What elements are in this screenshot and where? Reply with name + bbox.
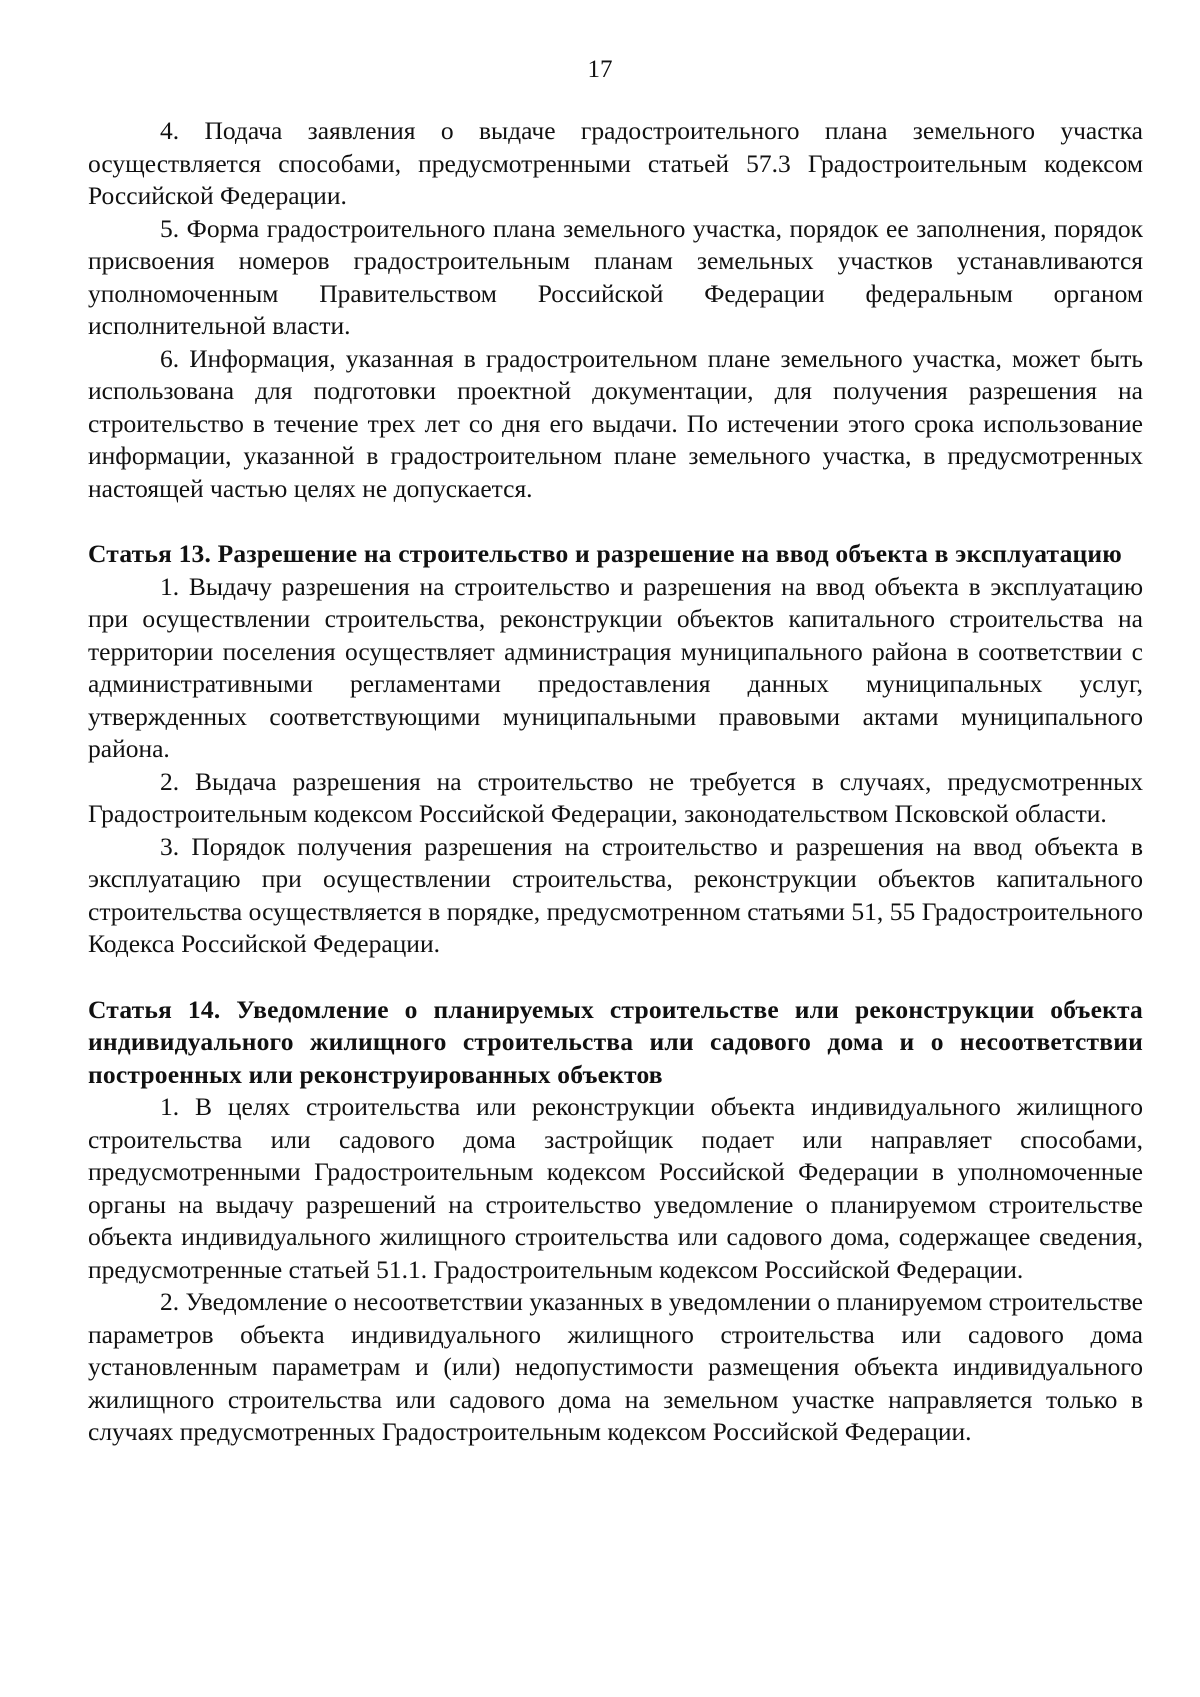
- paragraph: 3. Порядок получения разрешения на строительство и разрешения на ввод объекта в эксплуатацию при осуществлении строительства, реконструкции объектов капитального строительства осуществляется в порядке, предусмотренном статьями 51, 55 Градостроительного Кодекса Российской Федерации.: [88, 831, 1143, 958]
- paragraph: 4. Подача заявления о выдаче градостроительного плана земельного участка осуществляется способами, предусмотренными статьей 57.3 Градостроительным кодексом Российской Федерации.: [88, 116, 1143, 210]
- section-gap: [88, 505, 1143, 538]
- paragraph: 5. Форма градостроительного плана земельного участка, порядок ее заполнения, порядок присвоения номеров градостроительным планам земельных участков устанавливаются уполномоченным Правительством Российской Федерации федеральным органом исполнительной власти.: [88, 213, 1143, 340]
- paragraph: 2. Выдача разрешения на строительство не требуется в случаях, предусмотренных Градостроительным кодексом Российской Федерации, законодательством Псковской области.: [88, 766, 1143, 828]
- document-body: [88, 115, 1143, 1449]
- paragraph: 1. В целях строительства или реконструкции объекта индивидуального жилищного строительства или садового дома застройщик подает или направляет способами, предусмотренными Градостроительным кодексом Российской Федерации в уполномоченные органы на выдачу разрешений на строительство уведомление о планируемом строительстве объекта индивидуального жилищного строительства или садового дома, содержащее сведения, предусмотренные статьей 51.1. Градостроительным кодексом Российской Федерации.: [88, 1092, 1143, 1284]
- paragraph: 2. Уведомление о несоответствии указанных в уведомлении о планируемом строительстве параметров объекта индивидуального жилищного строительства или садового дома установленным параметрам и (или) недопустимости размещения объекта индивидуального жилищного строительства или садового дома на земельном участке направляется только в случаях предусмотренных Градостроительным кодексом Российской Федерации.: [88, 1287, 1143, 1446]
- paragraph: 1. Выдачу разрешения на строительство и разрешения на ввод объекта в эксплуатацию при осуществлении строительства, реконструкции объектов капитального строительства на территории поселения осуществляет администрация муниципального района в соответствии с административными регламентами предоставления данных муниципальных услуг, утвержденных соответствующими муниципальными правовыми актами муниципального района.: [88, 571, 1143, 763]
- article-13-heading: Статья 13. Разрешение на строительство и разрешение на ввод объекта в эксплуатацию: [88, 539, 1122, 568]
- section-gap: [88, 961, 1143, 994]
- page-number: 17: [587, 56, 613, 83]
- article-14-heading: Статья 14. Уведомление о планируемых строительстве или реконструкции объекта индивидуального жилищного строительства или садового дома и о несоответствии построенных или реконструированных объектов: [88, 994, 1143, 1089]
- paragraph: 6. Информация, указанная в градостроительном плане земельного участка, может быть использована для подготовки проектной документации, для получения разрешения на строительство в течение трех лет со дня его выдачи. По истечении этого срока использование информации, указанной в градостроительном плане земельного участка, в предусмотренных настоящей частью целях не допускается.: [88, 343, 1143, 503]
